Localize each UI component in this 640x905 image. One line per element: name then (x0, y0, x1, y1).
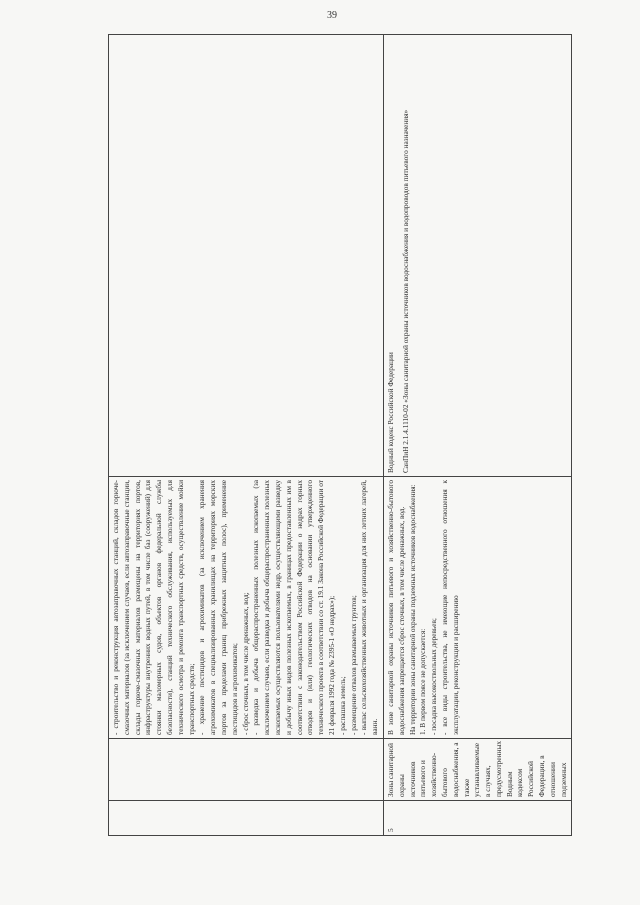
zone-name-cell: Зоны санитарной охраны источников питьевого и хозяйственно-бытового водоснабжения, а также устанавливаемые в случаях, предусмотренных Водным кодексом Российской Федерации, в отношении подземных (383, 739, 572, 801)
restriction-item: - размещение отвалов размываемых грунтов; (348, 595, 358, 735)
row-number-cell (109, 801, 384, 836)
restriction-item: - строительство и реконструкция автозаправочных станций, складов горюче-смазочных материалов (за исключением случаев, если автозаправочные станции, склады горюче-смазочных материалов размещены на территориях портов, инфраструктуры внутренних водных путей, в том числе баз (сооружений) для стоянки маломерных судов, объектов органов федеральной службы безопасности), станций технического обслуживания, используемых для технического осмотра и ремонта транспортных средств, осуществление мойки транспортных средств; (111, 480, 196, 735)
restrictions-cell (109, 477, 384, 739)
restriction-item: - выпас сельскохозяйственных животных и организация для них летних лагерей, ванн. (359, 480, 380, 735)
restriction-item: На территории зоны санитарной охраны подземных источников водоснабжения: (407, 484, 417, 735)
restrictions-cell (383, 477, 572, 739)
legal-basis-item: СанПиН 2.1.4.1110-02 «Зоны санитарной охраны источников водоснабжения и водопроводов питьевого назначения» (400, 109, 410, 473)
restriction-item: В зоне санитарной охраны источников питьевого и хозяйственно-бытового водоснабжения запрещается сброс сточных, в том числе дренажных, вод. (385, 480, 406, 735)
legal-basis-cell (109, 35, 384, 477)
restriction-item: 1. В первом поясе не допускается: (418, 628, 428, 735)
restriction-item: - сброс сточных, в том числе дренажных, вод; (240, 592, 250, 735)
restrictions-table (108, 34, 572, 836)
restriction-item: - хранение пестицидов и агрохимикатов (за исключением хранения агрохимикатов в специализированных хранилищах на территориях морских портов за пределами границ прибрежных защитных полос), применение пестицидов и агрохимикатов; (197, 480, 239, 735)
restriction-item: - разведка и добыча общераспространенных полезных ископаемых (за исключением случаев, если разведка и добыча общераспространенных полезных ископаемых осуществляются пользователями недр, осуществляющими разведку и добычу иных видов полезных ископаемых, в границах предоставленных им в соответствии с законодательством Российской Федерации о недрах горных отводов и (или) геологических отводов на основании утвержденного технического проекта в соответствии со ст. 19.1 Закона Российской Федерации от 21 февраля 1992 года № 2395-1 «О недрах»); (251, 480, 336, 735)
row-number-cell: 5 (383, 801, 572, 836)
table-row (109, 35, 384, 836)
legal-basis-cell (383, 35, 572, 477)
restriction-item: - распашка земель; (337, 676, 347, 735)
restriction-item: - посадка высокоствольных деревьев; (429, 618, 439, 735)
restriction-item: - все виды строительства, не имеющие непосредственного отношения к эксплуатации, реконструкции и расширению (439, 480, 460, 735)
page-number: 39 (327, 10, 337, 21)
zone-name-cell (109, 739, 384, 801)
legal-basis-item: Водный кодекс Российской Федерации (385, 352, 395, 473)
table-row (383, 35, 572, 836)
rotated-table-sheet (108, 34, 568, 836)
